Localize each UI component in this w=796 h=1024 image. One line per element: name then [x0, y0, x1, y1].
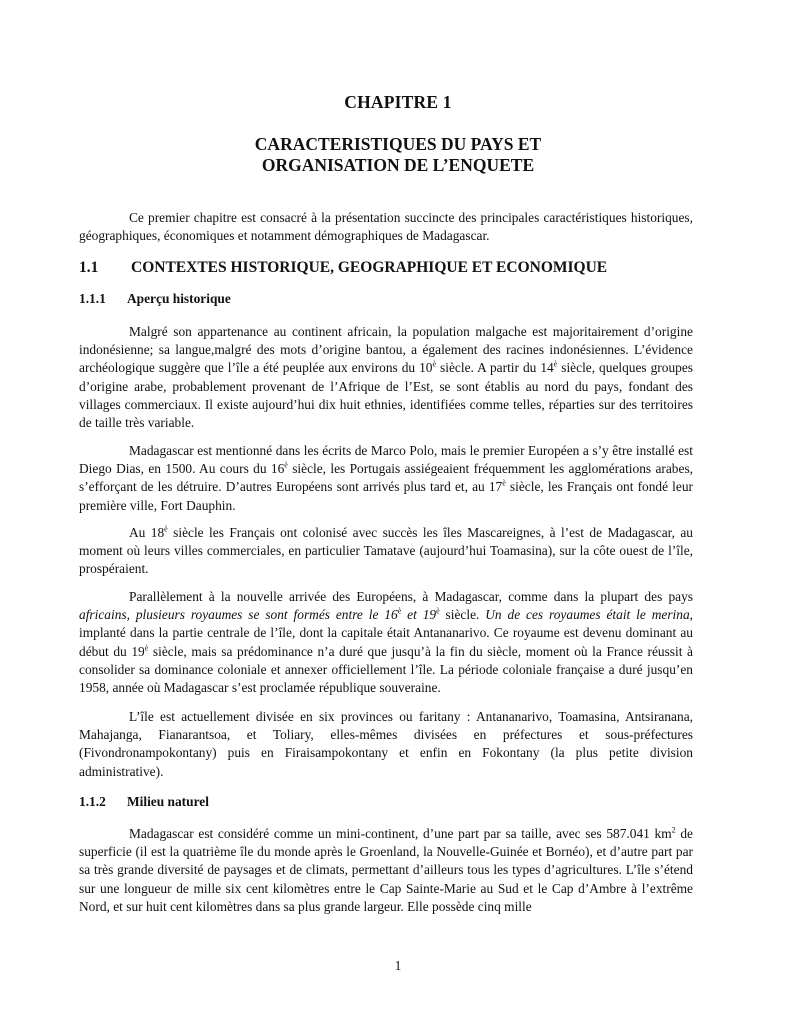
- chapter-title-line-1: CARACTERISTIQUES DU PAYS ET: [254, 134, 542, 154]
- section-heading: [79, 259, 607, 277]
- paragraph-natural-environment: Madagascar est considéré comme un mini-continent, d’une part par sa taille, avec ses 587.041 $km^2$ de superficie (il est la quatrième île du monde après le Groenland, la Nouvelle-Guinée et Bornéo), et d’autre part par sa très grande diversité de paysages et de climats, permettant d’ailleurs tous les types d’agricultures. L’île s’étend sur une longueur de mille six cent kilomètres entre le Cap Sainte-Marie au Sud et le Cap d’Ambre à l’extrême Nord, et sur huit cent kilomètres dans sa plus grande largeur. Elle possède cinq mille: [79, 825, 693, 914]
- subsection-number-1: 1.1.1: [79, 291, 106, 306]
- section-number: 1.1: [79, 259, 99, 276]
- paragraph-provinces: L’île est actuellement divisée en six provinces ou faritany : Antananarivo, Toamasina, Antsiranana, Mahajanga, Fianarantsoa, et Toliary, elles-mêmes divisées en préfectures et sous-préfectures (Fivondronampokontany) puis en Firaisampokontany et enfin en Fokontany (la plus petite division administrative).: [79, 709, 693, 779]
- paragraph-historical-origins: Malgré son appartenance au continent africain, la population malgache est majoritairement d’origine indonésienne; sa langue,malgré des mots d’origine bantou, a également des racines indonésiennes. L’évidence archéologique suggère que l’île a été peuplée aux environs du $10^è$ siècle. A partir du $14^è$ siècle, quelques groupes d’origine arabe, probablement provenant de l’Afrique de l’Est, se sont établis au nord du pays, fondant des villages commerciaux. Il existe aujourd’hui dix huit ethnies, identifiées comme telles, réparties sur des territoires de taille très variable.: [79, 324, 694, 431]
- paragraph-european-arrival: Madagascar est mentionné dans les écrits de Marco Polo, mais le premier Européen a s’y être installé est Diego Dias, en 1500. Au cours du $16^è$ siècle, les Portugais assiégeaient fréquemment les agglomérations arabes, s’efforçant de les détruire. D’autres Européens sont arrivés plus tard et, au $17^è$ siècle, les Français ont fondé leur première ville, Fort Dauphin.: [79, 443, 694, 513]
- page-number: 1: [394, 958, 402, 973]
- subsection-title-1: Aperçu historique: [127, 291, 231, 306]
- subsection-number-2: 1.1.2: [79, 794, 106, 809]
- chapter-title: [0, 134, 796, 176]
- subsection-heading-1: [79, 291, 231, 307]
- chapter-heading: CHAPITRE 1: [344, 92, 452, 112]
- paragraph-mascareignes: Au $18^è$ siècle les Français ont colonisé avec succès les îles Mascareignes, à l’est de Madagascar, au moment où leurs villes commerciales, en particulier Tamatave (aujourd’hui Toamasina), sur la côte ouest de l’île, prospéraient.: [79, 524, 693, 577]
- section-title: CONTEXTES HISTORIQUE, GEOGRAPHIQUE ET ECONOMIQUE: [131, 259, 608, 276]
- paragraph-kingdoms: Parallèlement à la nouvelle arrivée des Européens, à Madagascar, comme dans la plupart des pays africains, plusieurs royaumes se sont formés entre le $16^è$ et $19^è$ siècle. Un de ces royaumes était le merina, implanté dans la partie centrale de l’île, dont la capitale était Antananarivo. Ce royaume est devenu dominant au début du $19^è$ siècle, mais sa prédominance n’a duré que jusqu’à la fin du siècle, moment où la France réussit à consolider sa dominance coloniale et annexer officiellement l’île. La période coloniale française a duré jusqu’en 1958, année où Madagascar s’est proclamée république souveraine.: [79, 589, 693, 696]
- subsection-title-2: Milieu naturel: [127, 794, 209, 809]
- intro-paragraph: Ce premier chapitre est consacré à la présentation succincte des principales caractéristiques historiques, géographiques, économiques et notamment démographiques de Madagascar.: [79, 210, 693, 244]
- chapter-title-line-2: ORGANISATION DE L’ENQUETE: [261, 155, 535, 175]
- subsection-heading-2: [79, 794, 209, 810]
